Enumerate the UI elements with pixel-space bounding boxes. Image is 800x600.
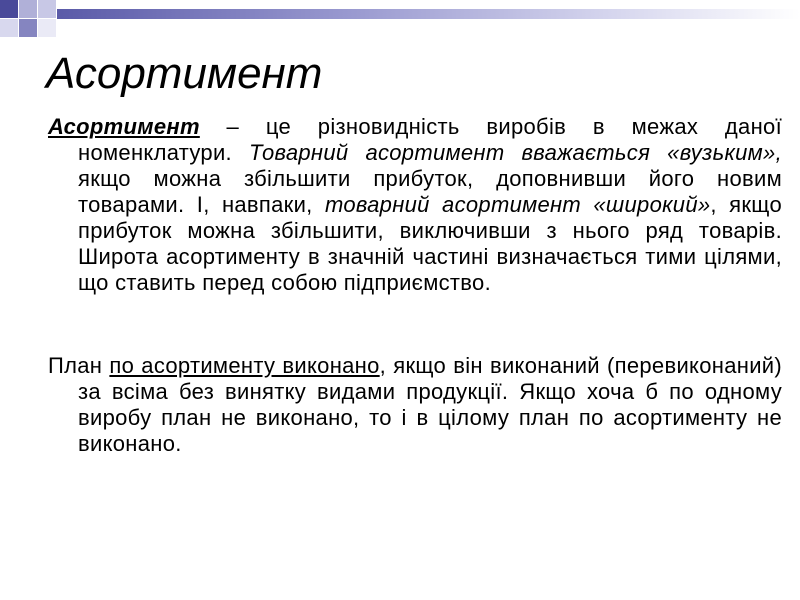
paragraph-text: , якщо він виконаний (перевиконаний) за всіма без винятку видами продукції. Якщо хоча б по одному виробу план не виконано, то і в цілому план по асортименту не виконано. <box>78 353 782 456</box>
paragraph-text: , якщо прибуток можна збільшити, виключивши з нього ряд товарів. Широта асортименту в значній частині визначається тими цілями, що ставить перед собою підприємство. <box>78 192 782 295</box>
decor-square <box>0 19 18 37</box>
underlined-phrase: по асортименту виконано <box>109 353 380 378</box>
plan-paragraph <box>48 353 782 457</box>
paragraph-text: якщо можна збільшити прибуток, доповнивши його новим товарами. І, навпаки, <box>78 166 782 217</box>
decor-square <box>0 0 18 18</box>
decor-square <box>19 0 37 18</box>
decor-square <box>19 19 37 37</box>
paragraph-text: – це різновидність виробів в межах даної номенклатури. <box>78 114 782 165</box>
definition-paragraph <box>48 114 782 296</box>
header-gradient-bar <box>57 9 800 19</box>
decor-square <box>38 0 56 18</box>
decor-square <box>38 19 56 37</box>
slide-title: Асортимент <box>46 49 323 98</box>
paragraph-text: План <box>48 353 110 378</box>
term-assortment: Асортимент <box>48 114 200 139</box>
italic-phrase-wide: товарний асортимент «широкий» <box>324 192 711 217</box>
italic-phrase-narrow: Товарний асортимент вважається «вузьким», <box>249 140 783 165</box>
